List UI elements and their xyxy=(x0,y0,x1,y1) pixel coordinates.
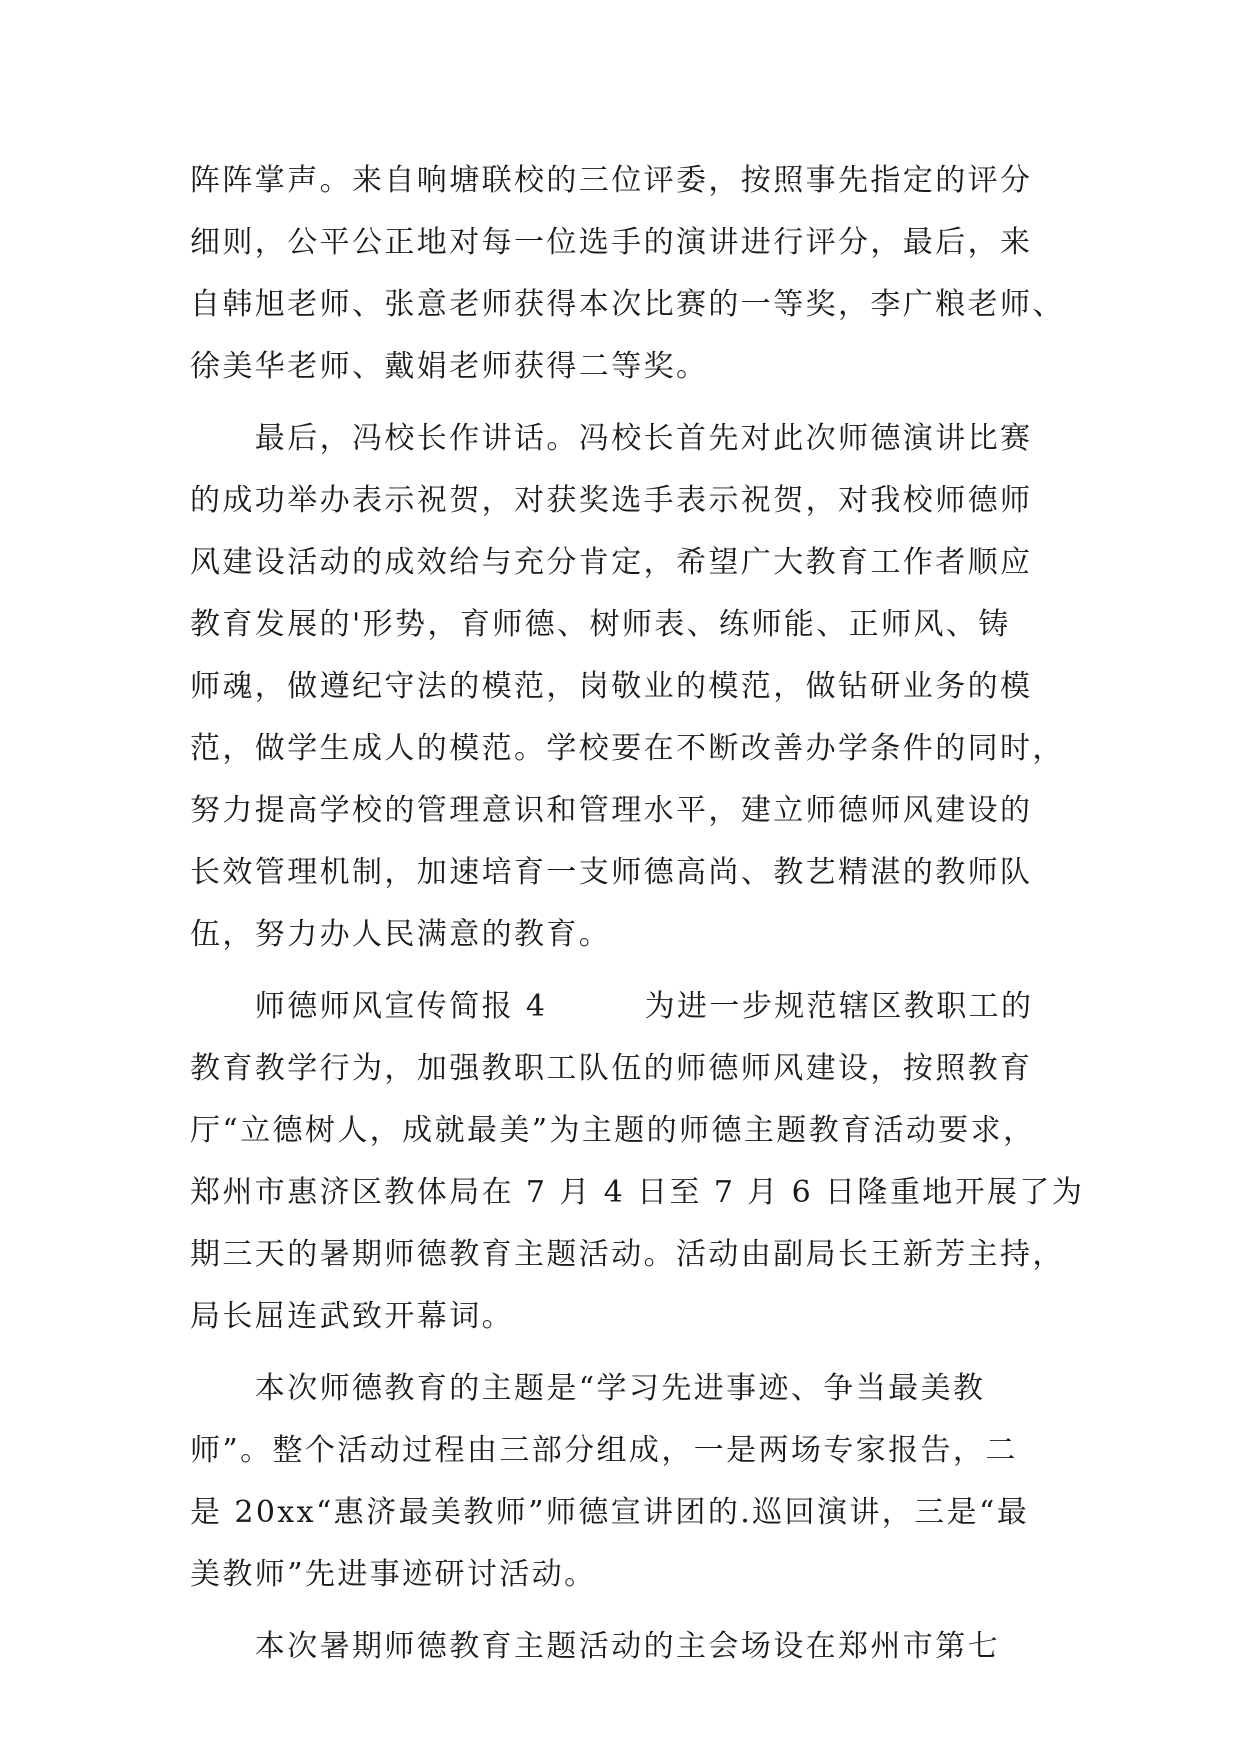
text-line: 风建设活动的成效给与充分肯定，希望广大教育工作者顺应 xyxy=(190,545,1033,580)
paragraph-gap xyxy=(190,966,1052,976)
text-line: 美教师”先进事迹研讨活动。 xyxy=(190,1557,597,1592)
text-line: 本次暑期师德教育主题活动的主会场设在郑州市第七 xyxy=(190,1629,1000,1664)
text-line: 努力提高学校的管理意识和管理水平，建立师德师风建设的 xyxy=(190,793,1033,828)
text-line: 师德师风宣传简报 4 为进一步规范辖区教职工的 xyxy=(190,989,1034,1024)
text-line: 厅“立德树人，成就最美”为主题的师德主题教育活动要求， xyxy=(190,1113,1036,1148)
text-line: 范，做学生成人的模范。学校要在不断改善办学条件的同时， xyxy=(190,731,1065,766)
text-line: 师魂，做遵纪守法的模范，岗敬业的模范，做钻研业务的模 xyxy=(190,669,1033,704)
document-body xyxy=(190,150,1085,1678)
text-line: 阵阵掌声。来自响塘联校的三位评委，按照事先指定的评分 xyxy=(190,163,1033,198)
text-line: 教育发展的'形势，育师德、树师表、练师能、正师风、铸 xyxy=(190,607,1011,642)
text-line: 本次师德教育的主题是“学习先进事迹、争当最美教 xyxy=(190,1371,986,1406)
text-line: 郑州市惠济区教体局在 7 月 4 日至 7 月 6 日隆重地开展了为 xyxy=(190,1175,1085,1210)
text-line: 长效管理机制，加速培育一支师德高尚、教艺精湛的教师队 xyxy=(190,855,1033,890)
text-line: 教育教学行为，加强教职工队伍的师德师风建设，按照教育 xyxy=(190,1051,1033,1086)
text-line: 期三天的暑期师德教育主题活动。活动由副局长王新芳主持， xyxy=(190,1237,1065,1272)
text-line: 自韩旭老师、张意老师获得本次比赛的一等奖，李广粮老师、 xyxy=(190,287,1065,322)
paragraph-gap xyxy=(190,1348,1052,1358)
text-line: 伍，努力办人民满意的教育。 xyxy=(190,917,612,952)
text-line: 师”。整个活动过程由三部分组成，一是两场专家报告，二 xyxy=(190,1433,1018,1468)
text-line: 最后，冯校长作讲话。冯校长首先对此次师德演讲比赛 xyxy=(190,421,1033,456)
paragraph-gap xyxy=(190,398,1052,408)
text-line: 的成功举办表示祝贺，对获奖选手表示祝贺，对我校师德师 xyxy=(190,483,1033,518)
paragraph-gap xyxy=(190,1606,1052,1616)
text-line: 细则，公平公正地对每一位选手的演讲进行评分，最后，来 xyxy=(190,225,1033,260)
text-line: 徐美华老师、戴娟老师获得二等奖。 xyxy=(190,349,709,384)
text-line: 是 20xx“惠济最美教师”师德宣讲团的.巡回演讲，三是“最 xyxy=(190,1495,1030,1530)
text-line: 局长屈连武致开幕词。 xyxy=(190,1299,514,1334)
